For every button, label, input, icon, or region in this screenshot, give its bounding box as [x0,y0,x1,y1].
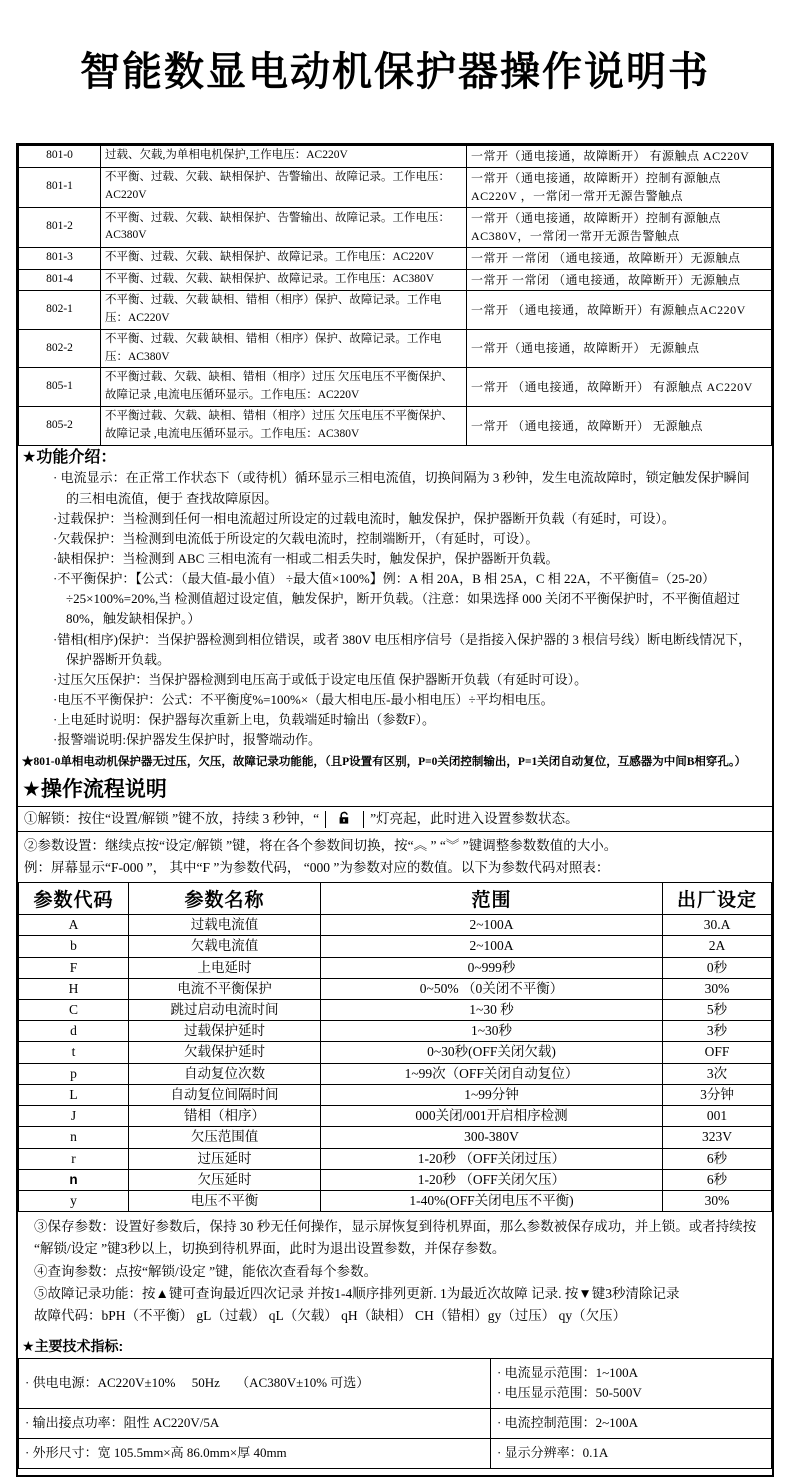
models-table [18,145,772,446]
query-note-line: ④查询参数：点按“解锁/设定 ”键，能依次查看每个参数。 [34,1263,378,1279]
model-contacts: 一常开（通电接通，故障断开）控制有源触点 AC220V ，一常闭一常开无源告警触点 [467,167,772,207]
param-name: 自动复位间隔时间 [129,1084,321,1105]
param-range: 0~50% （0关闭不平衡） [321,978,663,999]
fault-codes-line: 故障代码：bPH（不平衡） gL（过载） qL（欠载） qH（缺相） CH（错相）gy（过压） qy（欠压） [34,1308,627,1324]
param-range: 0~999秒 [321,957,663,978]
model-features: 不平衡、过载、欠载 缺相、错相（相序）保护、故障记录。工作电压：AC380V [101,329,467,368]
param-row [19,957,772,978]
param-code: H [19,978,129,999]
model-contacts: 一常开 （通电接通，故障断开） 有源触点 AC220V [467,368,772,407]
model-contacts: 一常开（通电接通，故障断开） 有源触点 AC220V [467,146,772,168]
tech-right-cell [491,1438,772,1468]
tech-spec: · 电流显示范围：1~100A [497,1364,639,1380]
param-code: C [19,999,129,1020]
param-table [18,882,772,1212]
param-range: 1-20秒 （OFF关闭欠压） [321,1169,663,1190]
param-name: 自动复位次数 [129,1063,321,1084]
param-row [19,1063,772,1084]
model-row [19,269,772,291]
tech-spec: · 电流控制范围：2~100A [497,1415,639,1431]
model-contacts: 一常开 （通电接通，故障断开） 无源触点 [467,407,772,446]
param-name: 欠载电流值 [129,936,321,957]
tech-row [19,1358,772,1409]
param-header-code: 参数代码 [19,883,129,915]
param-row [19,1106,772,1127]
param-name: 过载电流值 [129,915,321,936]
param-code: b [19,936,129,957]
param-default: OFF [663,1042,772,1063]
param-default: 30% [663,978,772,999]
param-range: 1~30秒 [321,1021,663,1042]
param-code: d [19,1021,129,1042]
model-row [19,146,772,168]
param-range: 2~100A [321,936,663,957]
param-name: 过压延时 [129,1148,321,1169]
param-code: r [19,1148,129,1169]
param-range: 1~30 秒 [321,999,663,1020]
model-code: 801-1 [19,167,101,207]
param-name: 欠压延时 [129,1169,321,1190]
param-default: 5秒 [663,999,772,1020]
tech-left-cell [19,1409,491,1439]
param-default: 323V [663,1127,772,1148]
model-row [19,291,772,330]
note-801-0: ★801-0单相电动机保护器无过压，欠压，故障记录功能能，（且P设置有区别，P=0关闭控制输出，P=1关闭自动复位，互感器为中间B相穿孔。） [22,756,747,769]
tech-spec: · 输出接点功率：阻性 AC220V/5A [25,1415,220,1431]
model-features: 不平衡、过载、欠载、缺相保护、故障记录。工作电压：AC380V [101,269,467,291]
model-row [19,368,772,407]
operation-heading: ★操作流程说明 [22,777,167,801]
tech-left-cell [19,1358,491,1409]
param-row [19,1148,772,1169]
tech-row [19,1409,772,1439]
param-code: n [19,1127,129,1148]
model-code: 801-4 [19,269,101,291]
param-setting-line: ②参数设置：继续点按“设定/解锁 ”键，将在各个参数间切换，按“︽ ” “︾ ”键调整参数数值的大小。 [24,837,618,853]
param-example-line: 例：屏幕显示“F-000 ”， 其中“F ”为参数代码， “000 ”为参数对应的数值。以下为参数代码对照表： [24,859,610,875]
param-default: 3秒 [663,1021,772,1042]
function-item: ·错相(相序)保护：当保护器检测到相位错误，或者 380V 电压相序信号（是指接入保护器的 3 根信号线）断电断线情况下，保护器断开负载。 [53,631,752,667]
functions-heading: ★功能介绍： [22,448,117,466]
param-default: 3分钟 [663,1084,772,1105]
param-header-row [19,883,772,915]
param-code: t [19,1042,129,1063]
unlock-icon [338,813,351,828]
param-default: 6秒 [663,1169,772,1190]
model-row [19,329,772,368]
function-item: ·电压不平衡保护：公式：不平衡度%=100%×（最大相电压-最小相电压）÷平均相电压。 [53,692,554,707]
model-features: 不平衡过载、欠载、缺相、错相（相序）过压 欠压电压不平衡保护、故障记录 ,电流电压循环显示。工作电压：AC220V [101,368,467,407]
param-code: n [19,1169,129,1190]
param-default: 0秒 [663,957,772,978]
param-code: L [19,1084,129,1105]
function-item: ·不平衡保护：【公式：（最大值-最小值） ÷最大值×100%】例：A 相 20A，B 相 25A，C 相 22A，不平衡值=（25-20）÷25×100%=20%,当 检测值超过设定值，触发保护，断开负载。（注意：如果选择 000 关闭不平衡保护时，不平衡值超过80%，触发缺相保护。） [53,571,740,627]
model-code: 802-1 [19,291,101,330]
param-default: 30% [663,1190,772,1211]
save-notes-section [18,1212,772,1331]
param-name: 欠载保护延时 [129,1042,321,1063]
model-code: 801-2 [19,207,101,247]
param-name: 错相（相序） [129,1106,321,1127]
param-range: 1~99分钟 [321,1084,663,1105]
unlock-step-text-before: ①解锁：按住“设置/解锁 ”键不放，持续 3 秒钟，“ [24,810,320,826]
function-item: ·过载保护：当检测到任何一相电流超过所设定的过载电流时，触发保护，保护器断开负载（有延时，可设）。 [53,510,675,526]
param-row [19,1021,772,1042]
param-row [19,1169,772,1190]
param-name: 欠压范围值 [129,1127,321,1148]
fault-record-line: ⑤故障记录功能：按▲键可查询最近四次记录 并按1-4顺序排列更新. 1为最近次故障 记录. 按▼键3秒清除记录 [34,1285,680,1301]
param-row [19,1042,772,1063]
param-code: J [19,1106,129,1127]
document-body-frame [16,143,774,1477]
tech-table [18,1358,772,1469]
param-name: 电压不平衡 [129,1190,321,1211]
param-setting-step [18,832,772,882]
model-row [19,167,772,207]
save-note-line: ③保存参数：设置好参数后，保持 30 秒无任何操作，显示屏恢复到待机界面，那么参数被保存成功，并上锁。或者持续按 “解锁/设定 ”键3秒以上，切换到待机界面，此时为退出设置参数，并保存参数。 [34,1219,757,1257]
tech-spec: · 供电电源：AC220V±10% 50Hz （AC380V±10% 可选） [25,1374,370,1390]
param-row [19,1084,772,1105]
param-code: A [19,915,129,936]
param-header-range: 范围 [321,883,663,915]
model-code: 805-1 [19,368,101,407]
param-range: 2~100A [321,915,663,936]
param-default: 2A [663,936,772,957]
model-row [19,247,772,269]
function-item: ·上电延时说明：保护器每次重新上电，负载端延时输出（参数F）。 [53,712,436,728]
model-code: 802-2 [19,329,101,368]
tech-heading: ★主要技术指标: [22,1337,124,1354]
model-contacts: 一常开 一常闭 （通电接通，故障断开）无源触点 [467,269,772,291]
tech-right-cell [491,1409,772,1439]
tech-spec: · 电压显示范围：50-500V [497,1385,642,1401]
param-range: 1~99次（OFF关闭自动复位） [321,1063,663,1084]
param-row [19,1190,772,1211]
param-row [19,999,772,1020]
function-item: ·报警端说明:保护器发生保护时，报警端动作。 [53,732,321,748]
model-contacts: 一常开 一常闭 （通电接通，故障断开）无源触点 [467,247,772,269]
model-contacts: 一常开（通电接通，故障断开）控制有源触点 AC380V，一常闭一常开无源告警触点 [467,207,772,247]
param-range: 000关闭/001开启相序检测 [321,1106,663,1127]
param-name: 跳过启动电流时间 [129,999,321,1020]
param-code: p [19,1063,129,1084]
param-row [19,915,772,936]
param-range: 1-20秒 （OFF关闭过压） [321,1148,663,1169]
function-item: ·欠载保护：当检测到电流低于所设定的欠载电流时，控制端断开，（有延时，可设）。 [53,530,539,546]
param-header-name: 参数名称 [129,883,321,915]
param-range: 1-40%(OFF关闭电压不平衡) [321,1190,663,1211]
page-title: 智能数显电动机保护器操作说明书 [80,50,710,94]
tech-left-cell [19,1438,491,1468]
function-item: ·缺相保护：当检测到 ABC 三相电流有一相或二相丢失时，触发保护，保护器断开负载。 [53,551,559,567]
model-features: 不平衡、过载、欠载、缺相保护、告警输出、故障记录。工作电压：AC380V [101,207,467,247]
param-name: 过载保护延时 [129,1021,321,1042]
model-contacts: 一常开 （通电接通，故障断开）有源触点AC220V [467,291,772,330]
model-code: 801-3 [19,247,101,269]
param-default: 001 [663,1106,772,1127]
function-item: · 电流显示：在正常工作状态下（或待机）循环显示三相电流值，切换间隔为 3 秒钟，发生电流故障时，锁定触发保护瞬间的三相电流值，便于 查找故障原因。 [53,470,750,506]
model-row [19,207,772,247]
model-features: 不平衡、过载、欠载 缺相、错相（相序）保护、故障记录。工作电压：AC220V [101,291,467,330]
param-row [19,936,772,957]
model-row [19,407,772,446]
param-name: 电流不平衡保护 [129,978,321,999]
unlock-step [18,806,772,832]
model-features: 不平衡过载、欠载、缺相、错相（相序）过压 欠压电压不平衡保护、故障记录 ,电流电压循环显示。工作电压：AC380V [101,407,467,446]
param-row [19,978,772,999]
model-features: 不平衡、过载、欠载、缺相保护、故障记录。工作电压：AC220V [101,247,467,269]
param-header-default: 出厂设定 [663,883,772,915]
param-default: 6秒 [663,1148,772,1169]
param-code: y [19,1190,129,1211]
param-name: 上电延时 [129,957,321,978]
param-range: 0~30秒(OFF关闭欠载) [321,1042,663,1063]
param-default: 3次 [663,1063,772,1084]
param-code: F [19,957,129,978]
tech-row [19,1438,772,1468]
tech-right-cell [491,1358,772,1409]
param-default: 30.A [663,915,772,936]
model-code: 801-0 [19,146,101,168]
model-features: 不平衡、过载、欠载、缺相保护、告警输出、故障记录。工作电压：AC220V [101,167,467,207]
model-features: 过载、欠载,为单相电机保护,工作电压：AC220V [101,146,467,168]
param-range: 300-380V [321,1127,663,1148]
model-contacts: 一常开（通电接通，故障断开） 无源触点 [467,329,772,368]
unlock-step-text-after: ”灯亮起，此时进入设置参数状态。 [370,810,579,826]
function-item: ·过压欠压保护：当保护器检测到电压高于或低于设定电压值 保护器断开负载（有延时可设）。 [53,671,588,687]
functions-section [18,446,772,753]
tech-spec: · 外形尺寸：宽 105.5mm×高 86.0mm×厚 40mm [25,1444,287,1460]
param-row [19,1127,772,1148]
model-code: 805-2 [19,407,101,446]
unlock-indicator-cell [325,811,364,828]
tech-spec: · 显示分辨率：0.1A [497,1444,609,1460]
